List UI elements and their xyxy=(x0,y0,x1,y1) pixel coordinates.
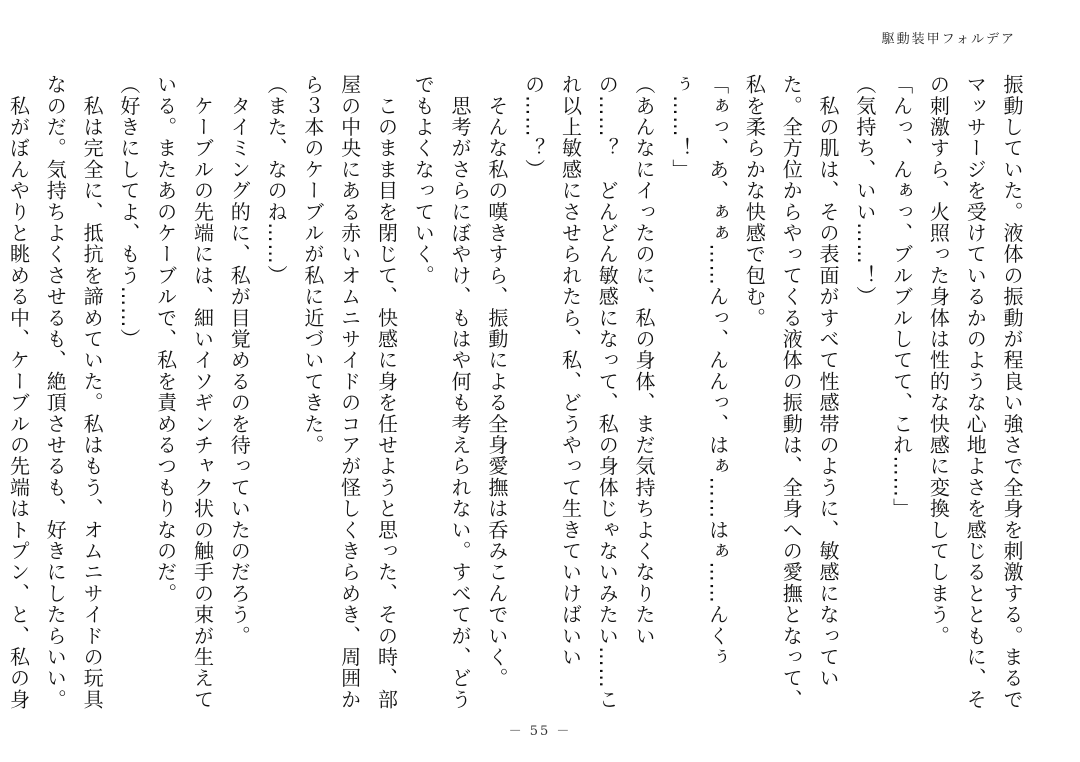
paragraph: タイミング的に、私が目覚めるのを待っていたのだろう。 xyxy=(227,74,252,647)
page-number: － 55 － xyxy=(508,724,572,739)
paragraph: 「ぁっ、あ、ぁぁ……んっ、んんっ、はぁ……はぁ……んくぅぅ……！」 xyxy=(668,74,730,668)
paragraph: 私の肌は、その表面がすべて性感帯のように、敏感になっていた。全方位からやってくる液体の振動は、全身への愛撫となって、私を柔らかな快感で包む。 xyxy=(742,74,841,710)
paragraph: （また、なのね……） xyxy=(264,74,289,286)
running-header-title: 駆動装甲フォルデア xyxy=(881,32,1016,47)
vertical-body-text xyxy=(6,74,1030,714)
paragraph: このまま目を閉じて、快感に身を任せようと思った、その時、部屋の中央にある赤いオムニサイドのコアが怪しくきらめき、周囲から３本のケーブルが私に近づいてきた。 xyxy=(300,74,399,710)
paragraph: 「んっ、んぁっ、ブルブルしてて、これ……」 xyxy=(889,74,914,520)
paragraph: 振動していた。液体の振動が程良い強さで全身を刺激する。まるでマッサージを受けているかのような心地よさを感じるとともに、その刺激すら、火照った身体は性的な快感に変換してしまう。 xyxy=(926,74,1024,710)
paragraph: 私は完全に、抵抗を諦めていた。私はもう、オムニサイドの玩具なのだ。気持ちよくさせるも、絶頂させるも、好きにしたらいい。 xyxy=(43,74,105,710)
paragraph: 私がぼんやりと眺める中、ケーブルの先端はトプン、と、私の身 xyxy=(6,95,31,710)
paragraph: 思考がさらにぼやけ、もはや何も考えられない。すべてが、どうでもよくなっていく。 xyxy=(411,74,473,710)
paragraph: そんな私の嘆きすら、振動による全身愛撫は呑みこんでいく。 xyxy=(484,74,509,689)
paragraph: （気持ち、いい……！） xyxy=(852,74,877,308)
paragraph: ケーブルの先端には、細いイソギンチャク状の触手の束が生えている。またあのケーブルで、私を責めるつもりなのだ。 xyxy=(153,74,215,710)
paragraph: （好きにしてよ、もう……） xyxy=(116,74,141,350)
paragraph: （あんなにイったのに、私の身体、まだ気持ちよくなりたいの……？ どんどん敏感になって、私の身体じゃないみたい……これ以上敏感にさせられたら、私、どうやって生きていけばいいの……？） xyxy=(521,74,657,710)
